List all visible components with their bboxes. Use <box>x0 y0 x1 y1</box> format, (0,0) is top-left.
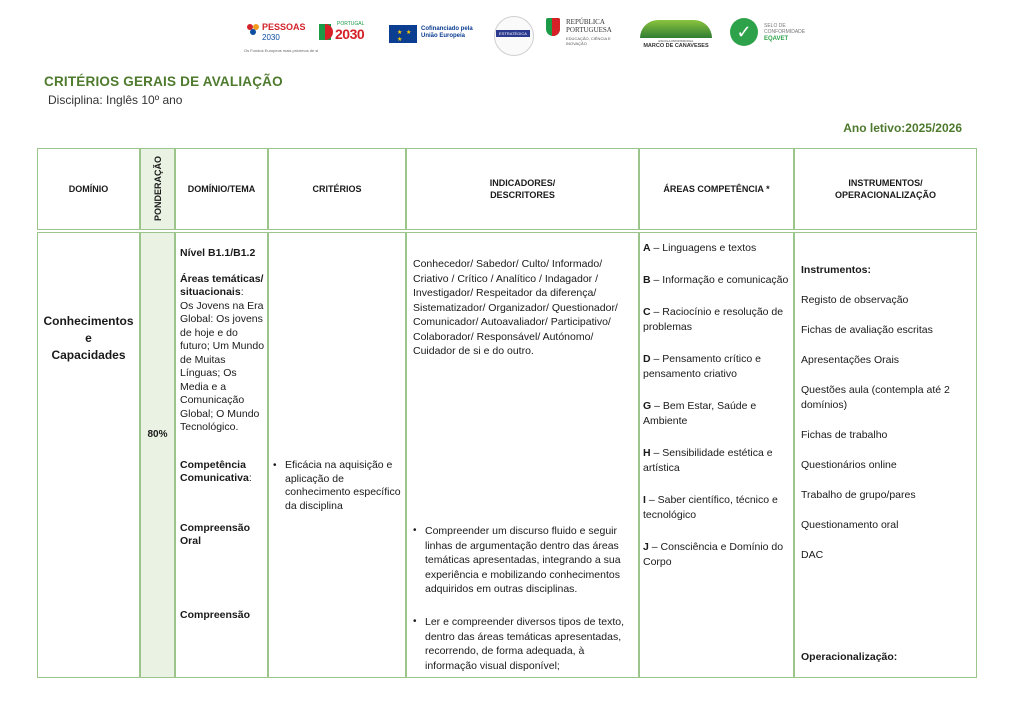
cell-criteria <box>268 232 406 678</box>
instruments-label: Instrumentos: <box>801 264 872 276</box>
heart-icon <box>246 22 260 36</box>
bullet-icon: • <box>413 525 417 536</box>
eu-flag-icon: ★ ★ ★ <box>389 25 417 43</box>
header-competence-areas: ÁREAS COMPETÊNCIA * <box>639 148 794 230</box>
instrument-item: Questionários online <box>801 459 897 471</box>
instrument-item: Fichas de avaliação escritas <box>801 324 933 336</box>
operationalization-label: Operacionalização: <box>801 651 898 663</box>
pessoas-2030-logo: PESSOAS 2030 Os Fundos Europeus mais próximos de si <box>244 22 319 53</box>
competence-area-item: I – Saber científico, técnico e tecnológico <box>643 494 778 521</box>
portugal-2030-logo: PORTUGAL 2030 <box>319 12 375 52</box>
cell-weight: 80% <box>140 232 175 678</box>
strategy-seal-logo: ESTRATÉGICA <box>492 12 536 52</box>
competence-area-item: G – Bem Estar, Saúde e Ambiente <box>643 400 757 427</box>
cell-indicators <box>406 232 639 678</box>
instrument-item: Apresentações Orais <box>801 354 900 366</box>
competence-area-item: B – Informação e comunicação <box>643 274 789 286</box>
header-weight: PONDERAÇÃO <box>140 148 175 230</box>
indicator-item: • Ler e compreender diversos tipos de texto, dentro das áreas temáticas apresentadas, recorrendo, de forma adequada, à informação visual disponível; <box>413 616 625 672</box>
bullet-icon: • <box>273 460 277 471</box>
marco-canaveses-school-logo: ESCOLA PROFISSIONAL MARCO DE CANAVESES <box>640 12 714 52</box>
instrument-item: Trabalho de grupo/pares <box>801 489 916 501</box>
instrument-item: Fichas de trabalho <box>801 429 888 441</box>
competence-area-item: H – Sensibilidade estética e artística <box>643 447 773 474</box>
evaluation-criteria-table <box>37 148 977 678</box>
document-title: CRITÉRIOS GERAIS DE AVALIAÇÃO <box>44 74 283 89</box>
header-theme: DOMÍNIO/TEMA <box>175 148 268 230</box>
checkmark-icon: ✓ <box>730 18 758 46</box>
logo-bar <box>244 12 824 58</box>
competence-area-item: C – Raciocínio e resolução de problemas <box>643 306 784 333</box>
instrument-item: Questionamento oral <box>801 519 899 531</box>
cell-competence-areas <box>639 232 794 678</box>
eu-cofunding-logo: ★ ★ ★ Cofinanciado pela União Europeia <box>389 12 484 52</box>
header-instruments: INSTRUMENTOS/ OPERACIONALIZAÇÃO <box>794 148 977 230</box>
bullet-icon: • <box>413 616 417 627</box>
header-domain: DOMÍNIO <box>37 148 140 230</box>
document-subtitle: Disciplina: Inglês 10º ano <box>48 93 183 107</box>
instrument-item: Questões aula (contempla até 2 domínios) <box>801 384 950 411</box>
instrument-item: Registo de observação <box>801 294 909 306</box>
cell-theme: Nível B1.1/B1.2 Áreas temáticas/ situacionais: Os Jovens na Era Global: Os jovens de hoje e do futuro; Um Mundo de Muitas Línguas; Os Media e a Comunicação Global; O Mundo Tecnológico. Competência Comunicativa: Compreensão Oral Compreensão <box>175 232 268 678</box>
indicators-profile: Conhecedor/ Sabedor/ Culto/ Informado/ Criativo / Crítico / Analítico / Indagador / Investigador/ Respeitador da diferença/ Sistematizador/ Organizador/ Questionador/ Comunicador/ Autoavaliador/ Participativo/ Colaborador/ Responsável/ Autónomo/ Cuidador de si e do outro. <box>413 258 618 357</box>
cell-domain: Conhecimentos e Capacidades <box>37 232 140 678</box>
header-indicators: INDICADORES/ DESCRITORES <box>406 148 639 230</box>
indicator-item: • Compreender um discurso fluido e seguir linhas de argumentação dentro das áreas temáticas apresentadas, integrando a sua experiência e mobilizando conhecimentos adquiridos em outras disciplinas. <box>413 525 621 595</box>
competence-area-item: J – Consciência e Domínio do Corpo <box>643 541 784 568</box>
criteria-item: • Eficácia na aquisição e aplicação de conhecimento específico da disciplina <box>273 459 401 512</box>
header-criteria: CRITÉRIOS <box>268 148 406 230</box>
instrument-item: DAC <box>801 549 824 561</box>
competence-area-item: A – Linguagens e textos <box>643 242 757 254</box>
republica-portuguesa-logo: REPÚBLICA PORTUGUESA EDUCAÇÃO, CIÊNCIA E INOVAÇÃO <box>546 12 628 52</box>
eqavet-seal-logo: ✓ SELO DE CONFORMIDADE EQAVET <box>730 12 826 52</box>
cell-instruments <box>794 232 977 678</box>
competence-area-item: D – Pensamento crítico e pensamento criativo <box>643 353 761 380</box>
school-year: Ano letivo:2025/2026 <box>843 121 962 135</box>
